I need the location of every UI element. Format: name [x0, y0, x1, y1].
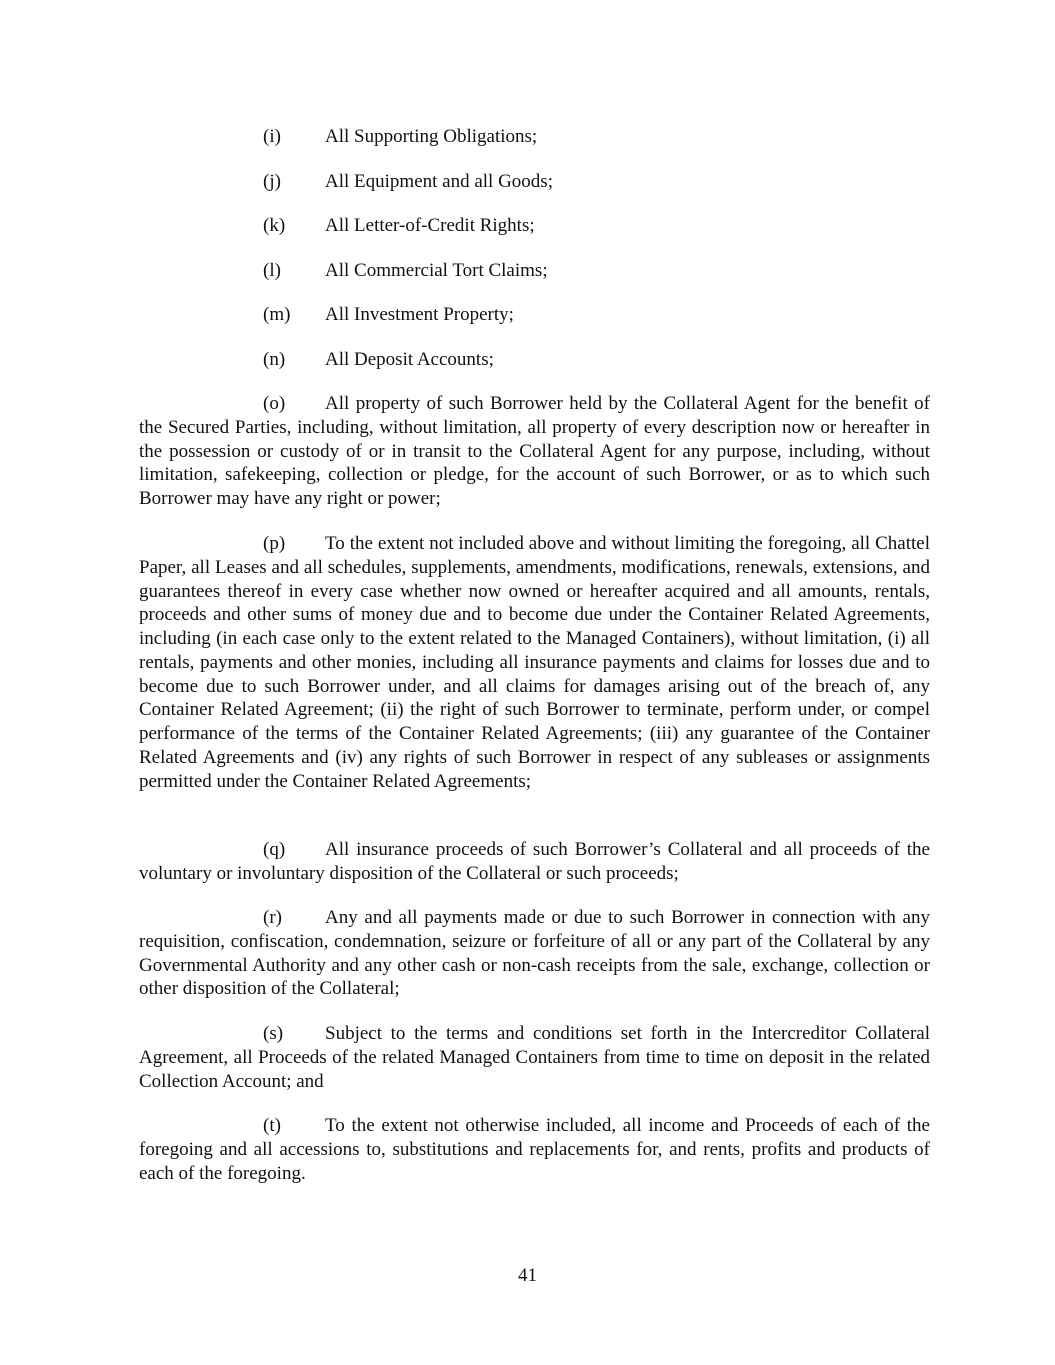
list-item — [263, 259, 548, 283]
item-text: All Equipment and all Goods; — [325, 171, 553, 192]
item-letter: (l) — [263, 260, 281, 281]
list-item — [263, 348, 494, 372]
paragraph — [139, 1114, 930, 1185]
item-letter: (r) — [263, 907, 282, 928]
paragraph-text: Any and all payments made or due to such Borrower in connection with any requisition, confiscation, condemnation, seizure or forfeiture of all or any part of the Collateral by any Governmental Authority and any other cash or non-cash receipts from the sale, exchange, collection or other disposition of the Collateral; — [139, 907, 930, 1000]
list-item — [263, 214, 535, 238]
item-text: All Deposit Accounts; — [325, 349, 494, 370]
paragraph-text: Subject to the terms and conditions set forth in the Intercreditor Collateral Agreement, all Proceeds of the related Managed Containers from time to time on deposit in the related Collection Account; and — [139, 1023, 930, 1092]
item-letter: (i) — [263, 126, 281, 147]
item-text: All Investment Property; — [325, 304, 514, 325]
item-letter: (p) — [263, 533, 286, 554]
item-letter: (k) — [263, 215, 286, 236]
paragraph-text: To the extent not otherwise included, all income and Proceeds of each of the foregoing and all accessions to, substitutions and replacements for, and rents, profits and products of each of the foregoing. — [139, 1115, 930, 1184]
paragraph — [139, 838, 930, 886]
paragraph-text: All property of such Borrower held by the Collateral Agent for the benefit of the Secured Parties, including, without limitation, all property of every description now or hereafter in the possession or custody of or in transit to the Collateral Agent for any purpose, including, without limitation, safekeeping, collection or pledge, for the account of such Borrower, or as to which such Borrower may have any right or power; — [139, 393, 930, 509]
list-item — [263, 170, 553, 194]
list-item — [263, 303, 514, 327]
item-letter: (n) — [263, 349, 286, 370]
paragraph — [139, 906, 930, 1001]
paragraph — [139, 392, 930, 511]
paragraph — [139, 1022, 930, 1093]
list-item — [263, 125, 537, 149]
item-letter: (m) — [263, 304, 291, 325]
paragraph-text: All insurance proceeds of such Borrower’s Collateral and all proceeds of the voluntary or involuntary disposition of the Collateral or such proceeds; — [139, 839, 930, 884]
item-letter: (j) — [263, 171, 281, 192]
item-text: All Commercial Tort Claims; — [325, 260, 548, 281]
item-text: All Supporting Obligations; — [325, 126, 538, 147]
paragraph — [139, 532, 930, 793]
item-letter: (t) — [263, 1115, 281, 1136]
item-letter: (o) — [263, 393, 286, 414]
paragraph-text: To the extent not included above and without limiting the foregoing, all Chattel Paper, all Leases and all schedules, supplements, amendments, modifications, renewals, extensions, and guarantees thereof in every case whether now owned or hereafter acquired and all amounts, rentals, proceeds and other sums of money due and to become due under the Container Related Agreements, including (in each case only to the extent related to the Managed Containers), without limitation, (i) all rentals, payments and other monies, including all insurance payments and claims for losses due and to become due to such Borrower under, and all claims for damages arising out of the breach of, any Container Related Agreement; (ii) the right of such Borrower to terminate, perform under, or compel performance of the terms of the Container Related Agreements; (iii) any guarantee of the Container Related Agreements and (iv) any rights of such Borrower in respect of any subleases or assignments permitted under the Container Related Agreements; — [139, 533, 930, 792]
item-letter: (s) — [263, 1023, 284, 1044]
item-text: All Letter-of-Credit Rights; — [325, 215, 535, 236]
item-letter: (q) — [263, 839, 286, 860]
page-number: 41 — [518, 1265, 537, 1286]
